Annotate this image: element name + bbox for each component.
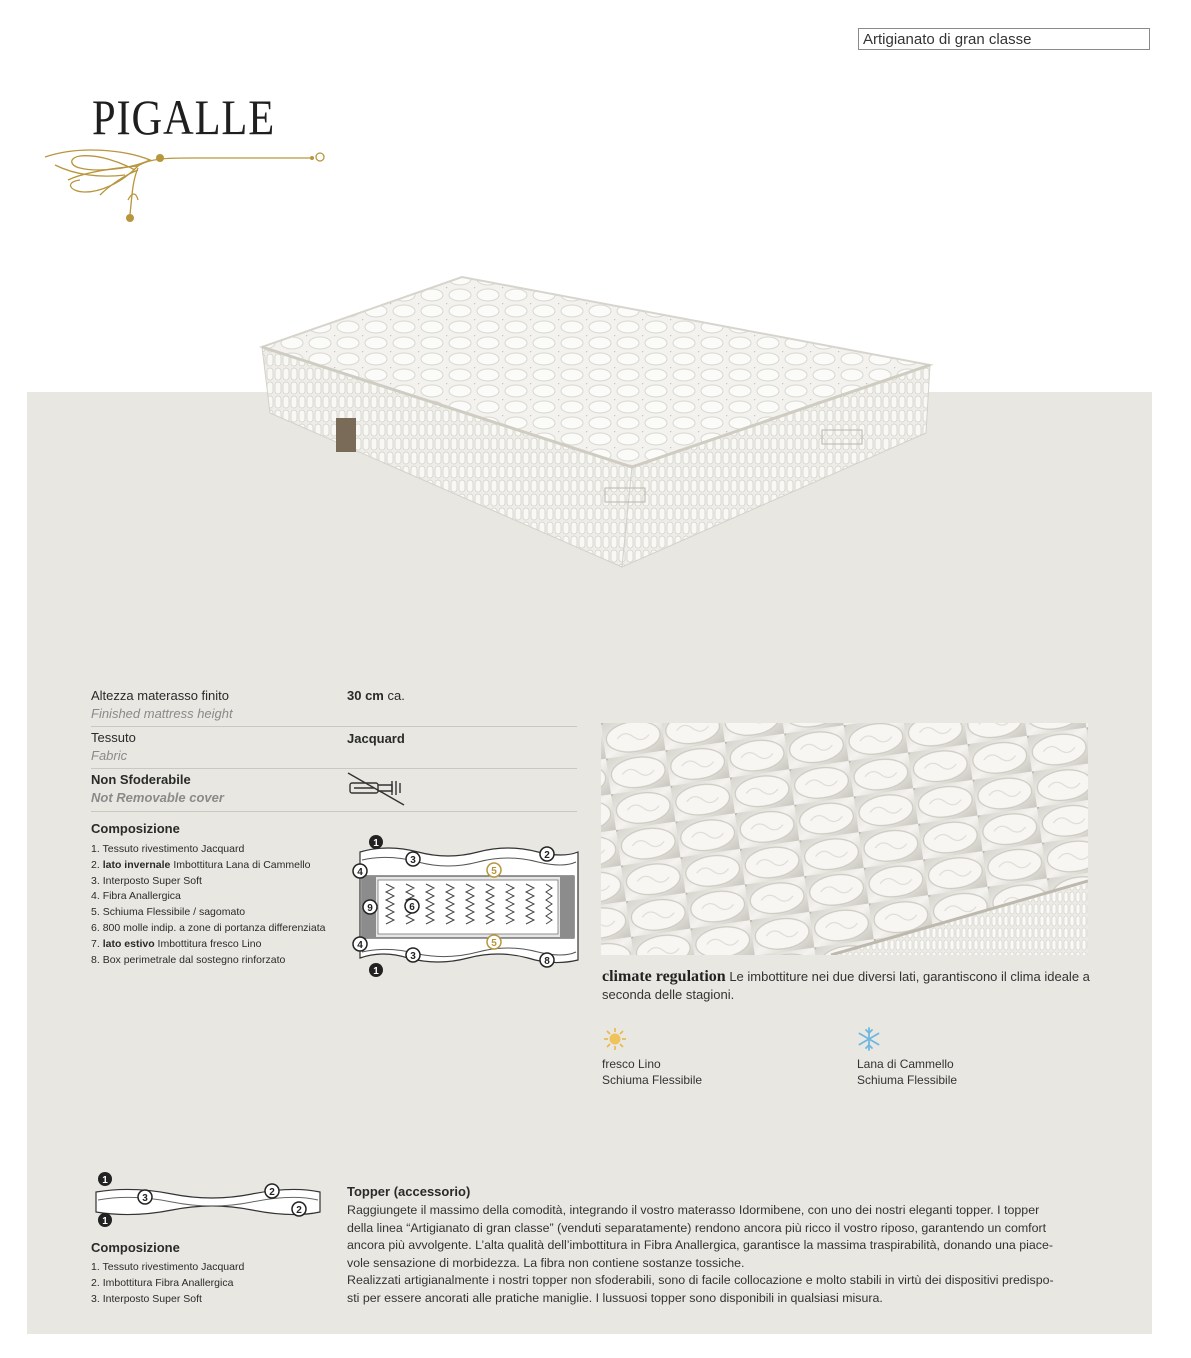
svg-text:1: 1: [102, 1216, 108, 1227]
height-label-en: Finished mattress height: [91, 706, 233, 721]
winter-line-1: Lana di Cammello: [857, 1057, 954, 1071]
topper-line: Realizzati artigianalmente i nostri topper non sfoderabili, sono di facile collocazione e molto stabili in virtù dei dispositivi predispo-: [347, 1273, 1054, 1287]
svg-text:8: 8: [544, 956, 550, 967]
svg-text:6: 6: [409, 902, 415, 913]
svg-text:2: 2: [296, 1205, 302, 1216]
snowflake-icon: [857, 1027, 881, 1051]
climate-description: [602, 968, 1092, 1004]
composition-item: 5. Schiuma Flessibile / sagomato: [91, 906, 246, 919]
mattress-cross-section-diagram: [348, 832, 583, 978]
svg-text:5: 5: [491, 866, 497, 877]
svg-text:4: 4: [357, 867, 363, 878]
summer-side-info: [602, 1056, 702, 1088]
composition-item: 6. 800 molle indip. a zone di portanza differenziata: [91, 921, 326, 934]
sun-icon: [603, 1027, 627, 1051]
no-zipper-icon: [344, 769, 408, 809]
svg-text:1: 1: [102, 1175, 108, 1186]
svg-text:1: 1: [373, 838, 379, 849]
divider: [91, 811, 577, 812]
topper-line: della linea “Artigianato di gran classe” (venduti separatamente) rendono ancora più ricco il vostro riposo, garantendo un comfort: [347, 1220, 1047, 1235]
svg-text:3: 3: [410, 951, 416, 962]
composition-item: 4. Fibra Anallergica: [91, 890, 181, 903]
topper-composition-title: Composizione: [91, 1240, 180, 1255]
height-value: [347, 688, 405, 703]
mattress-label: [336, 418, 356, 452]
summer-line-2: Schiuma Flessibile: [602, 1073, 703, 1087]
composition-item: 2. lato invernale Imbottitura Lana di Cammello: [91, 858, 311, 871]
svg-text:2: 2: [269, 1187, 275, 1198]
composition-title: Composizione: [91, 821, 180, 836]
winter-side-info: [857, 1056, 957, 1088]
divider: [91, 768, 577, 769]
fabric-closeup-image: [601, 723, 1088, 955]
cover-label-en: Not Removable cover: [91, 790, 224, 805]
topper-line: vole sensazione di morbidezza. La fibra non contiene sostanze tossiche.: [347, 1255, 745, 1270]
topper-line: sti per essere ancorati alle pratiche maniglie. I lussuosi topper sono disponibili in qualsiasi misura.: [347, 1290, 883, 1305]
svg-text:9: 9: [367, 903, 373, 914]
divider: [91, 726, 577, 727]
svg-text:2: 2: [544, 850, 550, 861]
summer-line-1: fresco Lino: [602, 1057, 661, 1071]
height-number: 30 cm: [347, 688, 384, 703]
svg-text:1: 1: [373, 966, 379, 977]
cover-label: Non Sfoderabile: [91, 772, 191, 787]
ornament-flourish: [40, 140, 340, 225]
topper-line: ancora più avvolgente. L’alta qualità dell’imbottitura in Fibra Anallergica, garantisce la massima traspirabilità, donando una piace-: [347, 1238, 1053, 1252]
topper-title: Topper (accessorio): [347, 1184, 471, 1199]
product-title: PIGALLE: [92, 89, 276, 145]
tagline-box: Artigianato di gran classe: [858, 28, 1150, 50]
fabric-label: Tessuto: [91, 730, 136, 745]
composition-item: 8. Box perimetrale dal sostegno rinforzato: [91, 953, 286, 966]
height-label: Altezza materasso finito: [91, 688, 230, 703]
topper-composition-item: 1. Tessuto rivestimento Jacquard: [91, 1261, 245, 1273]
topper-composition-item: 2. Imbottitura Fibra Anallergica: [91, 1276, 234, 1289]
svg-text:3: 3: [410, 855, 416, 866]
ornament-drop: [126, 214, 134, 222]
height-unit: ca.: [387, 688, 405, 703]
topper-cross-section-diagram: [92, 1170, 324, 1230]
composition-item: 7. lato estivo Imbottitura fresco Lino: [91, 937, 262, 950]
topper-description: [347, 1202, 1087, 1307]
climate-title: climate regulation: [602, 968, 726, 985]
topper-composition-item: 3. Interposto Super Soft: [91, 1292, 202, 1305]
climate-text: Le imbottiture nei due diversi lati, garantiscono il clima ideale a seconda delle stagioni.: [602, 969, 1090, 1002]
composition-list: [91, 842, 325, 968]
svg-text:5: 5: [491, 938, 497, 949]
fabric-value: Jacquard: [347, 731, 405, 746]
svg-text:4: 4: [357, 940, 363, 951]
winter-line-2: Schiuma Flessibile: [857, 1073, 958, 1087]
topper-composition-list: [91, 1260, 244, 1307]
composition-item: 1. Tessuto rivestimento Jacquard: [91, 843, 245, 855]
topper-line: Raggiungete il massimo della comodità, integrando il vostro materasso Idormibene, con uno dei nostri eleganti topper. I topper: [347, 1203, 1040, 1217]
mattress-image: [250, 255, 950, 585]
composition-item: 3. Interposto Super Soft: [91, 874, 202, 887]
fabric-label-en: Fabric: [91, 748, 128, 763]
svg-text:3: 3: [142, 1193, 148, 1204]
